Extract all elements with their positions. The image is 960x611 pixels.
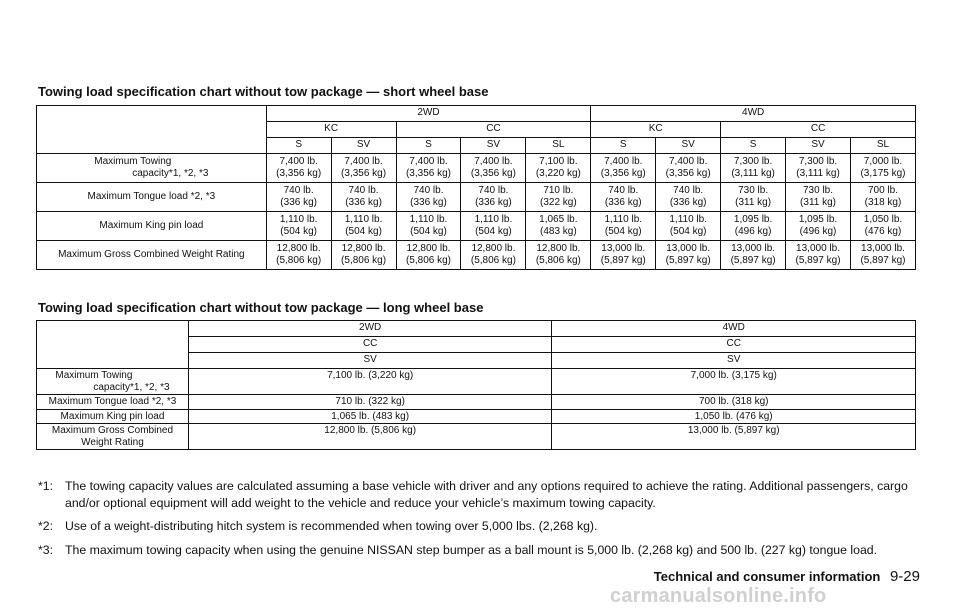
value-cell <box>721 183 786 212</box>
value-text: 7,100 lb. (3,220 kg) <box>327 370 414 381</box>
value-cell <box>266 183 331 212</box>
footnote-text: The towing capacity values are calculated assuming a base vehicle with driver and any options required to achieve the rating. Additional passengers, cargo and/or optional equipment will add weight to the vehicle and reduce your vehicle’s maximum towing capacity. <box>65 479 908 510</box>
value-text: 13,000 lb. (5,897 kg) <box>687 424 780 436</box>
value-metric: (5,806 kg) <box>470 255 516 266</box>
value-metric: (5,897 kg) <box>665 255 711 266</box>
value-cell <box>786 241 851 270</box>
value-cell <box>786 212 851 241</box>
value-metric: (5,897 kg) <box>795 255 841 266</box>
corner-cell <box>37 106 267 154</box>
short-wheel-base-table <box>36 105 916 270</box>
trim-header: SV <box>331 138 396 154</box>
value-text: 1,050 lb. (476 kg) <box>694 410 773 422</box>
value-cell <box>552 423 916 449</box>
row-label-text <box>94 156 208 180</box>
value-cell <box>591 183 656 212</box>
value-imperial: 7,300 lb. <box>798 155 838 167</box>
row-label-line: Maximum King pin load <box>60 410 165 422</box>
spec-row <box>37 183 916 212</box>
value-imperial: 7,400 lb. <box>279 155 318 167</box>
value-metric: (3,356 kg) <box>405 168 451 179</box>
value-cell <box>188 409 552 423</box>
value-imperial: 1,110 lb. <box>409 213 448 225</box>
value-text: 1,065 lb. (483 kg) <box>331 410 410 422</box>
value-metric: (504 kg) <box>475 226 512 237</box>
value-metric: (504 kg) <box>345 226 382 237</box>
spec-row <box>37 241 916 270</box>
value-metric: (504 kg) <box>604 226 642 237</box>
trim-header: SL <box>850 138 915 154</box>
row-label-line: Maximum Towing <box>94 155 172 167</box>
value-imperial: 740 lb. <box>348 184 379 196</box>
trim-header: SL <box>526 138 591 154</box>
value-cell <box>552 369 916 395</box>
value-imperial: 1,050 lb. <box>863 213 903 225</box>
spec-row <box>37 395 916 409</box>
value-cell <box>396 212 461 241</box>
row-label-text <box>52 425 173 449</box>
drive-header: 4WD <box>552 321 916 337</box>
value-cell <box>266 241 331 270</box>
value-metric: (5,806 kg) <box>405 255 451 266</box>
drive-header: 4WD <box>591 106 916 122</box>
value-cell <box>188 369 552 395</box>
value-cell <box>396 183 461 212</box>
row-label-text <box>49 396 177 408</box>
value-metric: (504 kg) <box>669 226 707 237</box>
page-footer <box>654 568 920 585</box>
row-label-text <box>60 411 164 423</box>
value-cell <box>461 154 526 183</box>
cab-header: CC <box>552 337 916 353</box>
value-metric: (5,897 kg) <box>730 255 776 266</box>
value-imperial: 740 lb. <box>413 184 444 196</box>
value-imperial: 740 lb. <box>478 184 509 196</box>
drive-header-row <box>37 321 916 337</box>
footnotes <box>38 478 928 566</box>
value-metric: (311 kg) <box>735 197 772 208</box>
value-imperial: 7,100 lb. <box>539 155 578 167</box>
page-number: 9-29 <box>889 568 920 585</box>
value-imperial: 1,095 lb. <box>798 213 838 225</box>
value-imperial: 740 lb. <box>673 184 704 196</box>
value-imperial: 12,800 lb. <box>536 242 581 254</box>
value-cell <box>656 154 721 183</box>
value-cell <box>331 241 396 270</box>
value-cell <box>331 183 396 212</box>
value-cell <box>266 154 331 183</box>
value-imperial: 13,000 lb. <box>861 242 905 254</box>
spec-row <box>37 154 916 183</box>
value-metric: (5,897 kg) <box>860 255 906 266</box>
value-imperial: 12,800 lb. <box>276 242 321 254</box>
value-imperial: 13,000 lb. <box>666 242 711 254</box>
corner-cell <box>37 321 189 369</box>
row-label-line: Maximum Gross Combined Weight Rating <box>58 248 245 260</box>
value-metric: (322 kg) <box>539 197 577 208</box>
value-metric: (476 kg) <box>864 226 902 237</box>
trim-header: SV <box>552 353 916 369</box>
value-cell <box>591 212 656 241</box>
value-imperial: 710 lb. <box>543 184 574 196</box>
value-cell <box>396 154 461 183</box>
spec-row <box>37 423 916 449</box>
value-metric: (3,356 kg) <box>341 168 387 179</box>
row-label-line: Weight Rating <box>81 436 144 448</box>
cab-header: CC <box>396 122 591 138</box>
row-label-text <box>58 249 245 261</box>
spec-row <box>37 409 916 423</box>
value-metric: (3,356 kg) <box>276 168 322 179</box>
footnote <box>38 478 928 511</box>
footnote-marker: *3: <box>38 543 54 558</box>
value-imperial: 7,400 lb. <box>344 155 383 167</box>
value-cell <box>266 212 331 241</box>
value-cell <box>331 154 396 183</box>
value-imperial: 1,110 lb. <box>344 213 383 225</box>
drive-header-row <box>37 106 916 122</box>
row-label-line: Maximum Tongue load *2, *3 <box>48 396 177 408</box>
value-cell <box>526 154 591 183</box>
value-text: 7,000 lb. (3,175 kg) <box>690 370 777 381</box>
value-metric: (483 kg) <box>539 226 577 237</box>
row-label-line: Maximum King pin load <box>99 219 204 231</box>
row-label <box>37 183 267 212</box>
row-label-line: Maximum Gross Combined <box>51 424 174 436</box>
value-imperial: 12,800 lb. <box>341 242 386 254</box>
spec-row <box>37 212 916 241</box>
trim-header: S <box>721 138 786 154</box>
value-cell <box>656 183 721 212</box>
value-imperial: 1,065 lb. <box>539 213 578 225</box>
footnote-text: Use of a weight-distributing hitch system is recommended when towing over 5,000 lbs. (2,268 kg). <box>65 519 598 534</box>
value-metric: (336 kg) <box>410 197 447 208</box>
spec-row <box>37 369 916 395</box>
watermark: carmanualsonline.info <box>610 585 827 607</box>
value-cell <box>656 241 721 270</box>
value-imperial: 12,800 lb. <box>406 242 451 254</box>
value-metric: (3,175 kg) <box>860 168 906 179</box>
footnote-text: The maximum towing capacity when using the genuine NISSAN step bumper as a ball mount is 5,000 lb. (2,268 kg) and 500 lb. (227 kg) tongue load. <box>65 543 878 558</box>
value-imperial: 730 lb. <box>738 184 769 196</box>
value-text: 710 lb. (322 kg) <box>335 396 405 408</box>
value-metric: (5,806 kg) <box>535 255 581 266</box>
value-metric: (496 kg) <box>734 226 772 237</box>
value-metric: (3,356 kg) <box>665 168 711 179</box>
value-metric: (504 kg) <box>410 226 447 237</box>
value-metric: (496 kg) <box>799 226 837 237</box>
value-cell <box>591 154 656 183</box>
value-cell <box>850 212 915 241</box>
trim-header: S <box>266 138 331 154</box>
value-cell <box>461 183 526 212</box>
row-label-line: Maximum Tongue load *2, *3 <box>87 190 216 202</box>
value-cell <box>786 154 851 183</box>
value-cell <box>552 395 916 409</box>
value-metric: (318 kg) <box>864 197 902 208</box>
value-imperial: 740 lb. <box>608 184 639 196</box>
value-metric: (5,897 kg) <box>600 255 646 266</box>
row-label-text <box>88 191 216 203</box>
row-label <box>37 212 267 241</box>
footnote <box>38 542 928 559</box>
value-imperial: 7,000 lb. <box>863 155 903 167</box>
drive-header: 2WD <box>266 106 591 122</box>
value-metric: (336 kg) <box>669 197 707 208</box>
value-cell <box>850 241 915 270</box>
value-imperial: 1,110 lb. <box>669 213 707 225</box>
trim-header: SV <box>786 138 851 154</box>
value-cell <box>591 241 656 270</box>
value-imperial: 13,000 lb. <box>796 242 840 254</box>
footnote <box>38 518 928 535</box>
value-metric: (3,356 kg) <box>600 168 646 179</box>
trim-header: S <box>396 138 461 154</box>
value-metric: (336 kg) <box>604 197 642 208</box>
value-cell <box>850 154 915 183</box>
value-imperial: 7,300 lb. <box>733 155 773 167</box>
row-label-line: capacity*1, *2, *3 <box>132 168 209 179</box>
trim-header: S <box>591 138 656 154</box>
value-imperial: 740 lb. <box>283 184 314 196</box>
value-cell <box>721 154 786 183</box>
row-label <box>37 369 189 395</box>
row-label <box>37 409 189 423</box>
value-metric: (336 kg) <box>345 197 382 208</box>
value-imperial: 1,110 lb. <box>279 213 318 225</box>
value-imperial: 13,000 lb. <box>601 242 646 254</box>
value-cell <box>526 212 591 241</box>
cab-header: CC <box>721 122 916 138</box>
value-cell <box>526 183 591 212</box>
cab-header: KC <box>266 122 396 138</box>
value-imperial: 7,400 lb. <box>604 155 643 167</box>
value-metric: (311 kg) <box>800 197 836 208</box>
trim-header: SV <box>188 353 552 369</box>
value-imperial: 700 lb. <box>867 184 898 196</box>
short-wheel-base-heading: Towing load specification chart without tow package — short wheel base <box>38 84 489 99</box>
value-cell <box>721 241 786 270</box>
value-text: 12,800 lb. (5,806 kg) <box>324 424 417 436</box>
row-label <box>37 241 267 270</box>
drive-header: 2WD <box>188 321 552 337</box>
footer-section-title: Technical and consumer information <box>653 569 881 584</box>
value-imperial: 730 lb. <box>803 184 834 196</box>
row-label-text <box>55 370 169 394</box>
value-metric: (3,111 kg) <box>731 168 775 179</box>
value-metric: (5,806 kg) <box>276 255 322 266</box>
value-metric: (5,806 kg) <box>341 255 387 266</box>
value-imperial: 7,400 lb. <box>668 155 708 167</box>
trim-header: SV <box>461 138 526 154</box>
value-imperial: 12,800 lb. <box>471 242 516 254</box>
long-wheel-base-heading: Towing load specification chart without tow package — long wheel base <box>38 300 484 315</box>
value-cell <box>188 395 552 409</box>
value-cell <box>331 212 396 241</box>
cab-header: KC <box>591 122 721 138</box>
value-cell <box>786 183 851 212</box>
value-imperial: 1,110 lb. <box>604 213 643 225</box>
value-cell <box>461 212 526 241</box>
value-imperial: 7,400 lb. <box>409 155 448 167</box>
row-label-line: Maximum Towing <box>55 370 133 381</box>
value-cell <box>656 212 721 241</box>
value-metric: (504 kg) <box>280 226 317 237</box>
footnote-marker: *2: <box>38 519 54 534</box>
row-label <box>37 154 267 183</box>
value-cell <box>721 212 786 241</box>
long-wheel-base-body <box>37 369 916 450</box>
value-metric: (3,111 kg) <box>796 168 840 179</box>
value-imperial: 1,095 lb. <box>733 213 773 225</box>
row-label-text <box>99 220 203 232</box>
value-cell <box>461 241 526 270</box>
value-text: 700 lb. (318 kg) <box>698 396 769 408</box>
value-cell <box>526 241 591 270</box>
long-wheel-base-table <box>36 320 916 450</box>
value-metric: (3,356 kg) <box>470 168 516 179</box>
cab-header: CC <box>188 337 552 353</box>
row-label-line: capacity*1, *2, *3 <box>93 382 170 394</box>
value-metric: (3,220 kg) <box>535 168 581 179</box>
value-cell <box>850 183 915 212</box>
short-wheel-base-body <box>37 154 916 270</box>
value-cell <box>552 409 916 423</box>
row-label <box>37 423 189 449</box>
value-metric: (336 kg) <box>475 197 512 208</box>
value-cell <box>396 241 461 270</box>
value-imperial: 13,000 lb. <box>731 242 776 254</box>
value-imperial: 1,110 lb. <box>474 213 513 225</box>
trim-header: SV <box>656 138 721 154</box>
footnote-marker: *1: <box>38 479 54 493</box>
row-label <box>37 395 189 409</box>
value-cell <box>188 423 552 449</box>
value-imperial: 7,400 lb. <box>474 155 513 167</box>
value-metric: (336 kg) <box>280 197 317 208</box>
